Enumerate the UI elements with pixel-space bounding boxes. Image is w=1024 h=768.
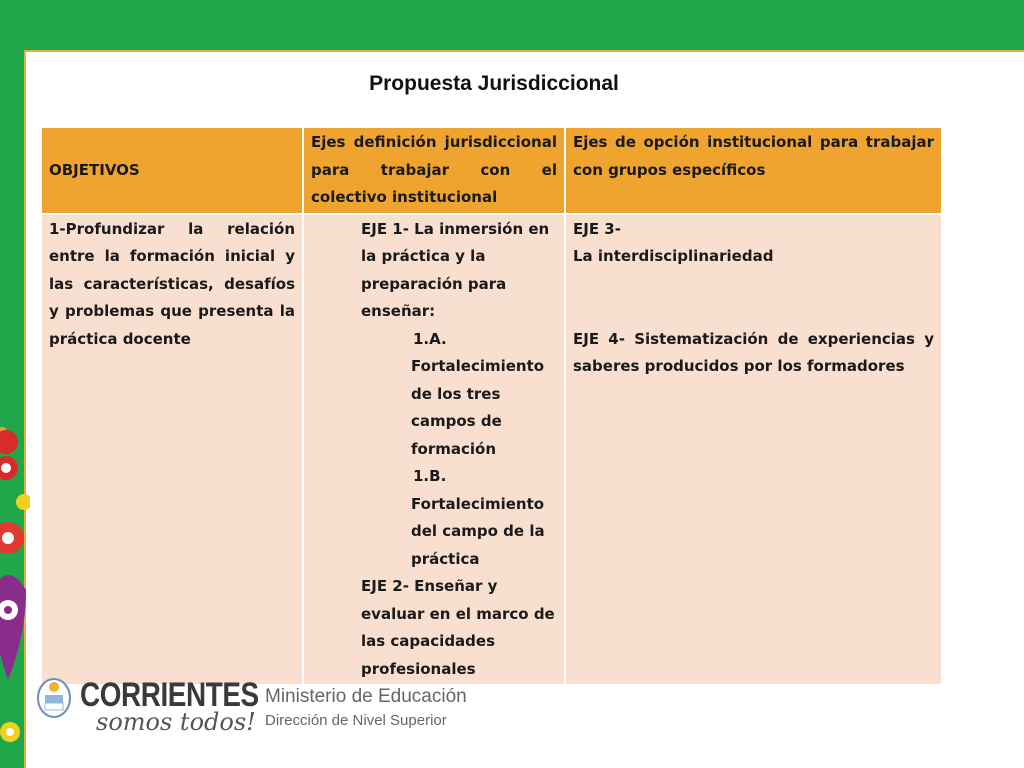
- pin-yellow: [16, 494, 30, 510]
- logo-tagline: somos todos!: [96, 708, 256, 736]
- header-objetivos: OBJETIVOS: [41, 127, 303, 214]
- pin-red: [0, 430, 18, 454]
- eje2-text: EJE 2- Enseñar y evaluar en el marco de las capacidades profesionales: [361, 577, 555, 678]
- page-title: Propuesta Jurisdiccional: [369, 72, 619, 95]
- pin-purple: [0, 575, 26, 680]
- footer-logo-block: [36, 674, 476, 740]
- table-row: [41, 214, 942, 686]
- eje1-sub-b-number: 1.B.: [413, 467, 447, 485]
- ejes-opcion-cell: [565, 214, 942, 686]
- eje1-sub-b-text: Fortalecimiento del campo de la práctica: [411, 494, 545, 568]
- spacer: [573, 271, 934, 326]
- eje1-sub-a: [361, 326, 556, 464]
- table-header-row: [41, 127, 942, 214]
- province-seal-icon: [36, 676, 72, 720]
- eje4-text: EJE 4- Sistematización de experiencias y saberes producidos por los formadores: [573, 329, 934, 375]
- direction-name: Dirección de Nivel Superior: [265, 712, 447, 729]
- eje1-sub-b: [361, 463, 556, 573]
- ministry-name: Ministerio de Educación: [265, 686, 467, 707]
- eje1-sub-a-text: Fortalecimiento de los tres campos de formación: [411, 357, 545, 458]
- logo-corrientes: CORRIENTES: [80, 676, 259, 714]
- eje3-text: La interdisciplinariedad: [573, 247, 774, 265]
- header-ejes-opcion: Ejes de opción institucional para trabajar con grupos específicos: [565, 127, 942, 214]
- ejes-definicion-cell: [303, 214, 565, 686]
- decorative-map-pins: [0, 410, 30, 768]
- eje1-sub-a-number: 1.A.: [413, 329, 447, 348]
- proposal-table: [40, 126, 943, 686]
- eje3-label: EJE 3-: [573, 219, 621, 238]
- eje1-title: EJE 1- La inmersión en la práctica y la preparación para enseñar:: [361, 219, 550, 320]
- objetivo-cell: 1-Profundizar la relación entre la formación inicial y las características, desafíos y problemas que presenta la práctica docente: [41, 214, 303, 686]
- header-ejes-definicion: Ejes definición jurisdiccional para trabajar con el colectivo institucional: [303, 127, 565, 214]
